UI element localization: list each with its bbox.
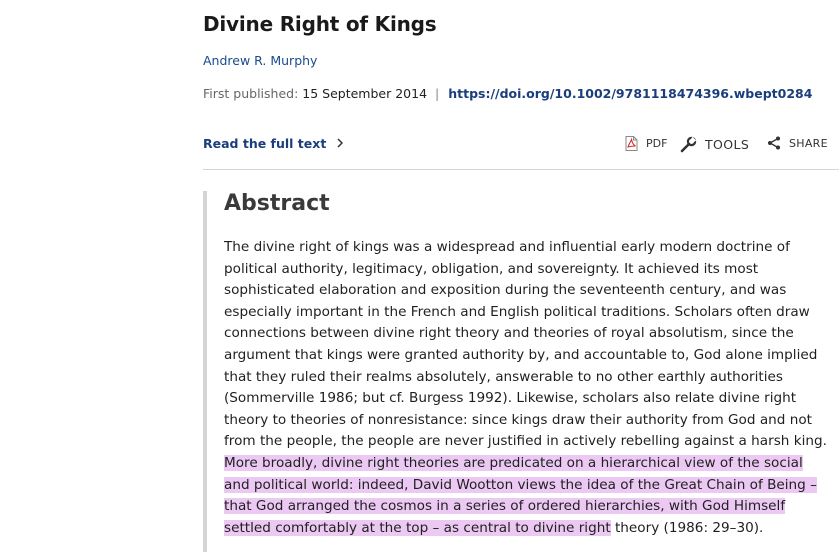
read-full-text-link[interactable] (203, 136, 343, 151)
share-label: SHARE (789, 136, 828, 150)
separator: | (435, 86, 440, 101)
toolbar-divider (203, 169, 839, 170)
highlighted-text-selection[interactable]: More broadly, divine right theories are predicated on a hierarchical view of the social and political world: indeed, David Wootton views the idea of the Great Chain of Being – that God arranged the cosmos in a series of ordered hierarchies, with God Himself settled comfortably at the top – as central to divine right (224, 454, 817, 536)
tools-label: TOOLS (705, 137, 750, 152)
share-button[interactable] (767, 136, 828, 150)
first-published-label: First published: (203, 86, 299, 101)
share-icon (767, 136, 781, 150)
pdf-file-icon (625, 136, 638, 151)
chevron-right-icon (337, 136, 343, 151)
abstract-text (224, 237, 827, 539)
tools-button[interactable] (680, 136, 749, 153)
doi-link[interactable]: https://doi.org/10.1002/9781118474396.wbept0284 (448, 86, 813, 101)
pdf-button[interactable] (625, 136, 667, 151)
pdf-label: PDF (646, 137, 668, 150)
publication-info (203, 86, 812, 101)
abstract-left-border (203, 191, 207, 552)
first-published-date: 15 September 2014 (302, 86, 428, 101)
wrench-icon (680, 136, 697, 153)
abstract-heading: Abstract (224, 191, 330, 216)
abstract-text-end: theory (1986: 29–30). (610, 519, 764, 536)
read-full-text-label: Read the full text (203, 136, 327, 151)
article-title: Divine Right of Kings (203, 12, 437, 36)
abstract-text-start: The divine right of kings was a widespread and influential early modern doctrine of political authority, legitimacy, obligation, and sovereignty. It achieved its most sophisticated elaboration and exposition during the seventeenth century, and was especially important in the French and English political traditions. Scholars often draw connections between divine right theory and theories of royal absolutism, since the argument that kings were granted authority by, and accountable to, God alone implied that they ruled their realms absolutely, answerable to no other earthly authorities (Sommerville 1986; but cf. Burgess 1992). Likewise, scholars also relate divine right theory to theories of nonresistance: since kings draw their authority from God and not from the people, the people are never justified in actively rebelling against a harsh king. (224, 239, 827, 450)
author-link[interactable]: Andrew R. Murphy (203, 53, 318, 68)
